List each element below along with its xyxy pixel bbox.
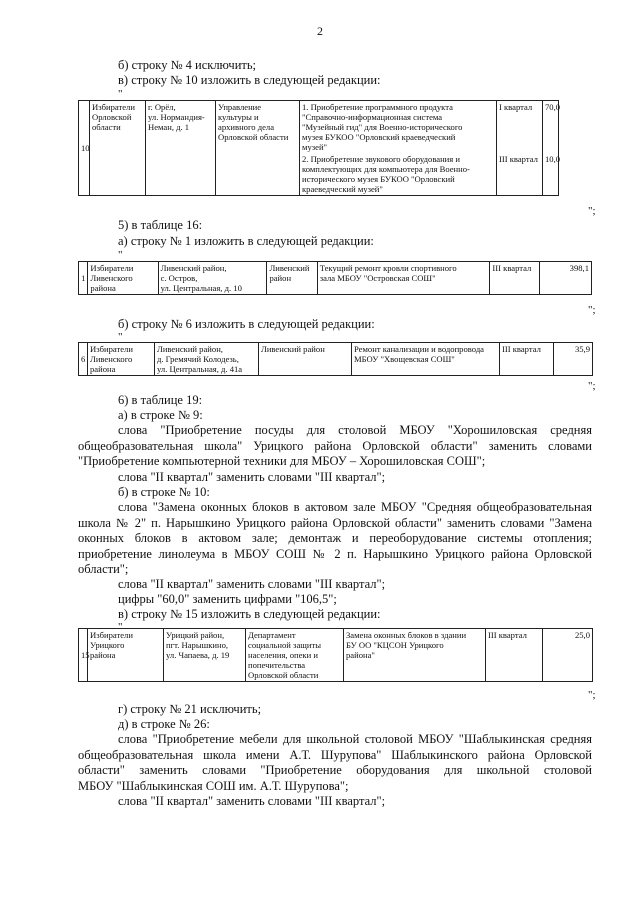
text-line: цифры "60,0" заменить цифрами "106,5"; xyxy=(118,592,337,606)
text-line: а) в строке № 9: xyxy=(118,408,203,422)
close-quote: "; xyxy=(588,205,596,217)
open-quote: " xyxy=(118,88,123,100)
text-line: б) строку № 6 изложить в следующей редакции: xyxy=(118,317,375,331)
work-cell: 2. Приобретение звукового оборудования и комплектующих для компьютера для Военно- исторического музея БУКОО "Орловский краеведческий музей" xyxy=(300,153,497,196)
text-line: в) строку № 15 изложить в следующей редакции: xyxy=(118,607,381,621)
executor-cell: Департамент социальной защиты населения, опеки и попечительства Орловской области xyxy=(246,629,344,682)
value-cell: 10,0 xyxy=(543,153,559,196)
voters-cell: Избиратели Орловской области xyxy=(90,101,146,196)
text-line: г) строку № 21 исключить; xyxy=(118,702,262,716)
quarter-cell: I квартал xyxy=(497,101,543,154)
text-line: б) в строке № 10: xyxy=(118,485,210,499)
text-line: 5) в таблице 16: xyxy=(118,218,203,232)
executor-cell: Ливенский район xyxy=(259,343,352,376)
close-quote: "; xyxy=(588,304,596,316)
text-line: слова "II квартал" заменить словами "III квартал"; xyxy=(118,794,386,808)
address-cell: Ливенский район, с. Остров, ул. Центральная, д. 10 xyxy=(158,262,267,295)
voters-cell: Избиратели Урицкого района xyxy=(88,629,164,682)
voters-cell: Избиратели Ливенского района xyxy=(88,343,155,376)
quarter-cell: III квартал xyxy=(497,153,543,196)
value-cell: 35,9 xyxy=(554,343,593,376)
value-cell: 25,0 xyxy=(543,629,593,682)
work-cell: Текущий ремонт кровли спортивного зала МБОУ "Островская СОШ" xyxy=(317,262,490,295)
table-row-16-6 xyxy=(78,342,593,376)
text-line: слова "II квартал" заменить словами "III квартал"; xyxy=(118,470,386,484)
address-cell: г. Орёл, ул. Нормандия- Неман, д. 1 xyxy=(146,101,216,196)
address-cell: Урицкий район, пгт. Нарышкино, ул. Чапаева, д. 19 xyxy=(164,629,246,682)
close-quote: "; xyxy=(588,380,596,392)
row-number: 6 xyxy=(79,343,88,376)
work-cell: 1. Приобретение программного продукта "Справочно-информационная система "Музейный гид" для Военно-исторического музея БУКОО "Орловский краеведческий музей" xyxy=(300,101,497,154)
quarter-cell: III квартал xyxy=(486,629,543,682)
executor-cell: Ливенский район xyxy=(267,262,317,295)
page-number: 2 xyxy=(317,24,323,38)
value-cell: 70,0 xyxy=(543,101,559,154)
work-cell: Ремонт канализации и водопровода МБОУ "Хвощевская СОШ" xyxy=(352,343,500,376)
paragraph: слова "Приобретение мебели для школьной столовой МБОУ "Шаблыкинская средняя общеобразовательная школа имени А.Т. Шурупова" Шаблыкинского района Орловской области" заменить словами "Приобретение оборудования для школьной столовой МБОУ "Шаблыкинская СОШ им. А.Т. Шурупова"; xyxy=(78,732,592,793)
table-row xyxy=(79,101,559,154)
paragraph: слова "Приобретение посуды для столовой МБОУ "Хорошиловская средняя общеобразовательная школа" Урицкого района Орловской области" заменить словами "Приобретение компьютерной техники для МБОУ – Хорошиловская СОШ"; xyxy=(78,423,592,468)
open-quote: " xyxy=(118,621,123,633)
row-number: 15 xyxy=(79,629,88,682)
row-number: 10 xyxy=(79,101,90,196)
text-line: д) в строке № 26: xyxy=(118,717,210,731)
text-line: а) строку № 1 изложить в следующей редакции: xyxy=(118,234,374,248)
address-cell: Ливенский район, д. Гремячий Колодезь, ул. Центральная, д. 41а xyxy=(155,343,259,376)
table-row xyxy=(79,629,593,682)
text-line: 6) в таблице 19: xyxy=(118,393,203,407)
table-row xyxy=(79,262,592,295)
text-line: б) строку № 4 исключить; xyxy=(118,58,257,72)
table-row xyxy=(79,343,593,376)
voters-cell: Избиратели Ливенского района xyxy=(88,262,158,295)
table-row-16-1 xyxy=(78,261,592,295)
value-cell: 398,1 xyxy=(539,262,591,295)
row-number: 1 xyxy=(79,262,88,295)
table-row-10 xyxy=(78,100,559,196)
executor-cell: Управление культуры и архивного дела Орловской области xyxy=(216,101,300,196)
quarter-cell: III квартал xyxy=(490,262,539,295)
table-row-19-15 xyxy=(78,628,593,682)
text-line: слова "II квартал" заменить словами "III квартал"; xyxy=(118,577,386,591)
text-line: в) строку № 10 изложить в следующей редакции: xyxy=(118,73,381,87)
work-cell: Замена оконных блоков в здании БУ ОО "КЦСОН Урицкого района" xyxy=(344,629,486,682)
close-quote: "; xyxy=(588,689,596,701)
paragraph: слова "Замена оконных блоков в актовом зале МБОУ "Средняя общеобразовательная школа № 2" п. Нарышкино Урицкого района Орловской области" заменить словами "Замена оконных блоков в актовом зале; демонтаж и переоборудование системы отопления; приобретение линолеума в МБОУ СОШ № 2 п. Нарышкино Урицкого района Орловской области"; xyxy=(78,500,592,576)
open-quote: " xyxy=(118,249,123,261)
quarter-cell: III квартал xyxy=(500,343,554,376)
open-quote: " xyxy=(118,331,123,343)
